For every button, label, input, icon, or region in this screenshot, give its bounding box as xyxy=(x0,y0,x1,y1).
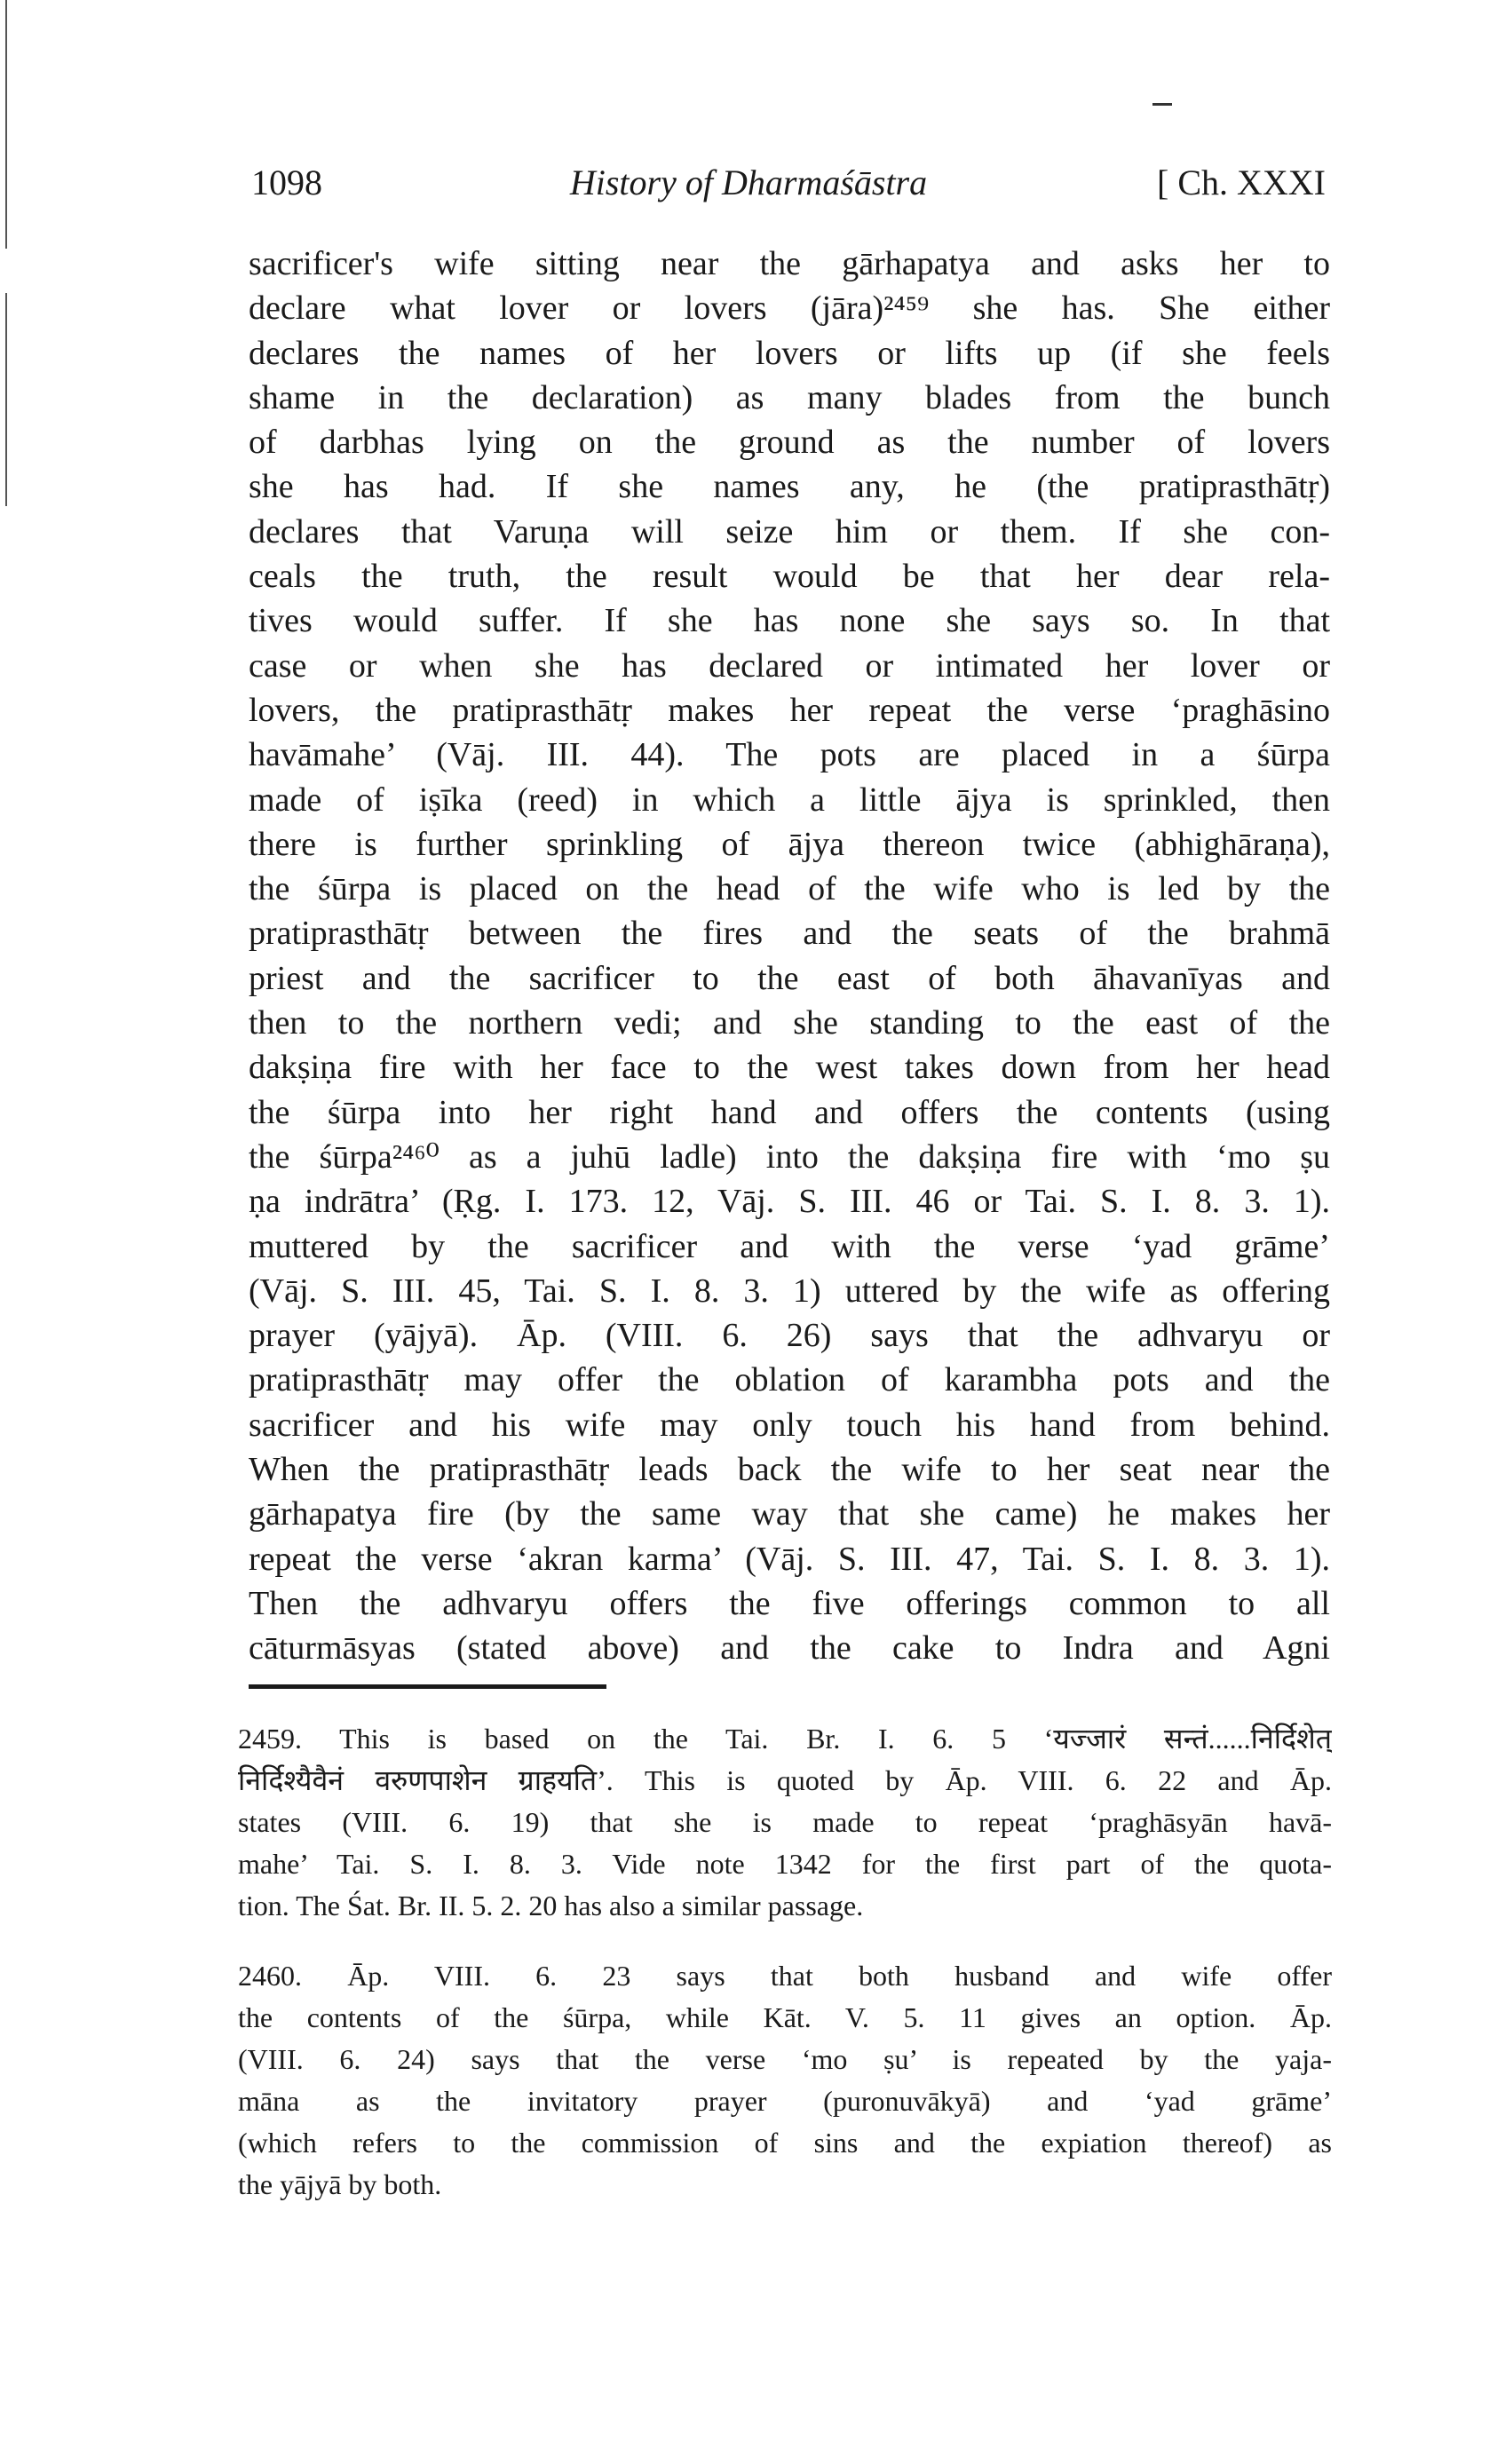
footnote-line: the contents of the śūrpa, while Kāt. V. 5. 11 gives an option. Āp. xyxy=(238,2001,1332,2033)
footnote-line: (VIII. 6. 24) says that the verse ‘mo ṣu’ is repeated by the yaja- xyxy=(238,2043,1332,2075)
text-line: of darbhas lying on the ground as the number of lovers xyxy=(249,424,1330,462)
margin-dash xyxy=(1152,103,1172,106)
text-line: dakṣiṇa fire with her face to the west takes down from her head xyxy=(249,1049,1330,1087)
text-line: havāmahe’ (Vāj. III. 44). The pots are placed in a śūrpa xyxy=(249,736,1330,774)
text-line: ceals the truth, the result would be that her dear rela- xyxy=(249,558,1330,596)
footnote-line: tion. The Śat. Br. II. 5. 2. 20 has also a similar passage. xyxy=(238,1890,864,1921)
chapter-label: [ Ch. XXXI xyxy=(1157,162,1326,202)
footnote-line: mahe’ Tai. S. I. 8. 3. Vide note 1342 for the first part of the quota- xyxy=(238,1848,1332,1880)
footnote-line: (which refers to the commission of sins and the expiation thereof) as xyxy=(238,2127,1332,2159)
text-line: gārhapatya fire (by the same way that she came) he makes her xyxy=(249,1495,1330,1533)
footnote-2460 xyxy=(238,1955,1332,2206)
text-line: (Vāj. S. III. 45, Tai. S. I. 8. 3. 1) uttered by the wife as offering xyxy=(249,1272,1330,1310)
text-line: case or when she has declared or intimated her lover or xyxy=(249,646,1330,685)
text-line: repeat the verse ‘akran karma’ (Vāj. S. III. 47, Tai. S. I. 8. 3. 1). xyxy=(249,1540,1330,1578)
text-line: declares the names of her lovers or lifts up (if she feels xyxy=(249,334,1330,372)
text-line: muttered by the sacrificer and with the verse ‘yad grāme’ xyxy=(249,1227,1330,1265)
footnote-line: निर्दिश्यैवैनं वरुणपाशेन ग्राहयति’. This is quoted by Āp. VIII. 6. 22 and Āp. xyxy=(238,1764,1332,1796)
body-text xyxy=(249,242,1330,1671)
text-line: lovers, the pratiprasthātṛ makes her repeat the verse ‘praghāsino xyxy=(249,691,1330,729)
text-line: the śūrpa is placed on the head of the wife who is led by the xyxy=(249,870,1330,908)
text-line: tives would suffer. If she has none she says so. In that xyxy=(249,602,1330,640)
text-line: sacrificer and his wife may only touch his hand from behind. xyxy=(249,1406,1330,1444)
text-line: sacrificer's wife sitting near the gārhapatya and asks her to xyxy=(249,245,1330,282)
footnote-line: 2460. Āp. VIII. 6. 23 says that both husband and wife offer xyxy=(238,1960,1332,1992)
text-line: priest and the sacrificer to the east of both āhavanīyas and xyxy=(249,959,1330,997)
footnote-rule xyxy=(249,1684,606,1689)
running-header xyxy=(251,162,1326,215)
text-line: she has had. If she names any, he (the pratiprasthātṛ) xyxy=(249,468,1330,506)
footnote-line: 2459. This is based on the Tai. Br. I. 6. 5 ‘यज्जारं सन्तं......निर्दिशेत् xyxy=(238,1723,1332,1755)
page-number: 1098 xyxy=(251,162,322,202)
footnote-line: the yājyā by both. xyxy=(238,2168,442,2200)
scan-edge-line xyxy=(5,293,7,506)
text-line: then to the northern vedi; and she standing to the east of the xyxy=(249,1004,1330,1042)
text-line: made of iṣīka (reed) in which a little ājya is sprinkled, then xyxy=(249,780,1330,819)
text-line: pratiprasthātṛ between the fires and the seats of the brahmā xyxy=(249,915,1330,953)
scan-edge-line xyxy=(5,0,7,249)
footnote-line: māna as the invitatory prayer (puronuvākyā) and ‘yad grāme’ xyxy=(238,2085,1332,2117)
text-line: there is further sprinkling of ājya thereon twice (abhighāraṇa), xyxy=(249,825,1330,863)
text-line: pratiprasthātṛ may offer the oblation of karambha pots and the xyxy=(249,1361,1330,1399)
text-line: cāturmāsyas (stated above) and the cake to Indra and Agni xyxy=(249,1629,1330,1668)
footnote-line: states (VIII. 6. 19) that she is made to repeat ‘praghāsyān havā- xyxy=(238,1806,1332,1838)
text-line: declares that Varuṇa will seize him or them. If she con- xyxy=(249,512,1330,551)
text-line: ṇa indrātra’ (Ṛg. I. 173. 12, Vāj. S. III. 46 or Tai. S. I. 8. 3. 1). xyxy=(249,1183,1330,1221)
text-line: When the pratiprasthātṛ leads back the wife to her seat near the xyxy=(249,1451,1330,1489)
text-line: shame in the declaration) as many blades from the bunch xyxy=(249,378,1330,416)
text-line: the śūrpa²⁴⁶⁰ as a juhū ladle) into the dakṣiṇa fire with ‘mo ṣu xyxy=(249,1137,1330,1176)
text-line: declare what lover or lovers (jāra)²⁴⁵⁹ she has. She either xyxy=(249,289,1330,328)
running-title: History of Dharmaśāstra xyxy=(569,162,928,202)
text-line: the śūrpa into her right hand and offers the contents (using xyxy=(249,1093,1330,1131)
text-line: prayer (yājyā). Āp. (VIII. 6. 26) says that the adhvaryu or xyxy=(249,1317,1330,1355)
text-line: Then the adhvaryu offers the five offerings common to all xyxy=(249,1584,1330,1622)
footnote-2459 xyxy=(238,1718,1332,1927)
